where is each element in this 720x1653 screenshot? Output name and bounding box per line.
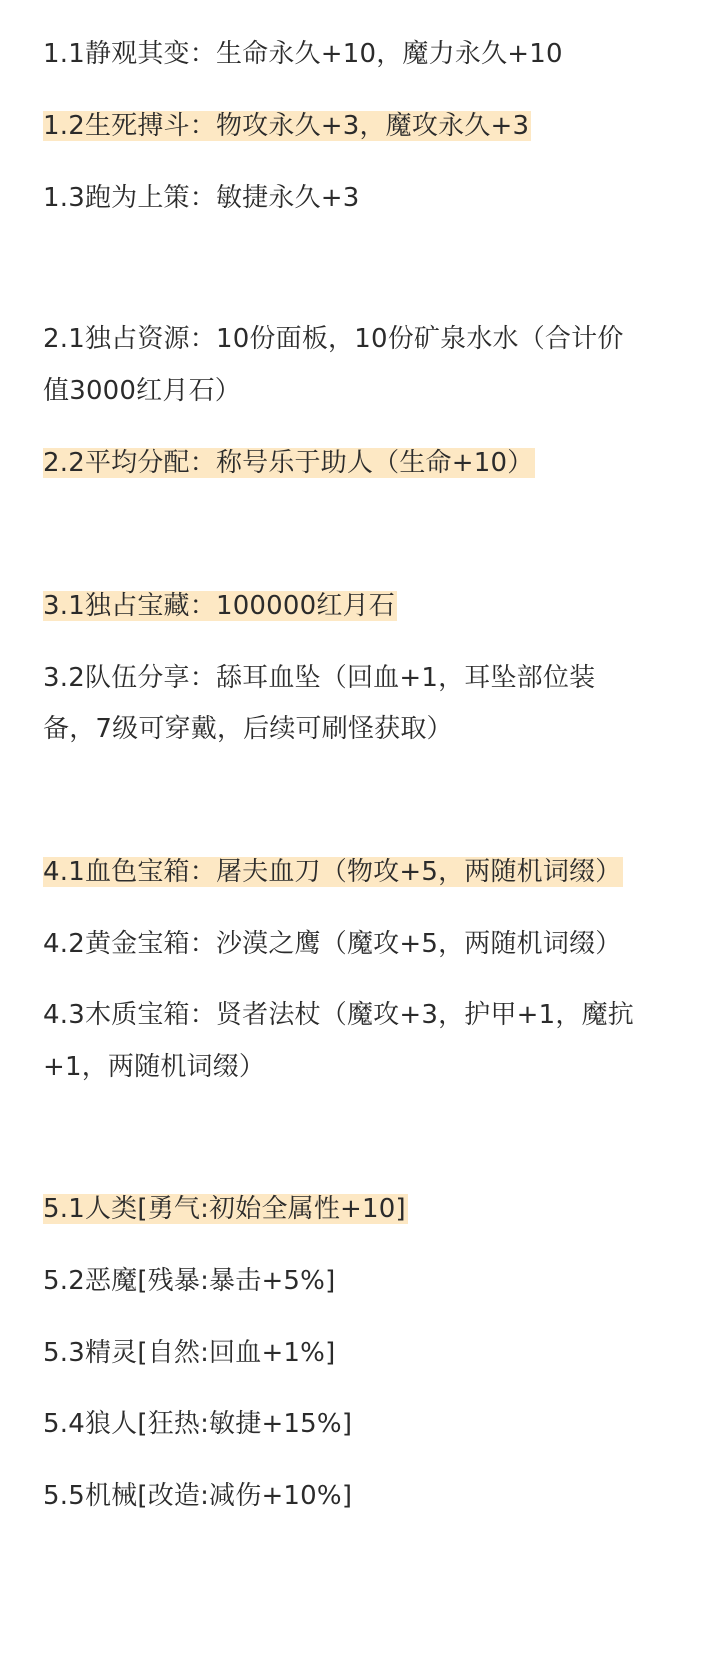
option-5-1-text: 5.1人类[勇气:初始全属性+10] bbox=[43, 1194, 406, 1224]
option-2-1-text-cont: 值3000红月石） bbox=[43, 376, 241, 406]
option-4-2 bbox=[43, 926, 621, 962]
option-4-3-text: 4.3木质宝箱：贤者法杖（魔攻+3，护甲+1，魔抗 bbox=[43, 1000, 635, 1030]
option-1-3 bbox=[43, 180, 359, 216]
option-4-3 bbox=[43, 997, 634, 1033]
option-2-2 bbox=[43, 445, 535, 481]
option-3-2-cont bbox=[43, 711, 453, 747]
option-3-2-text-cont: 备，7级可穿戴，后续可刷怪获取） bbox=[43, 714, 453, 744]
option-5-3 bbox=[43, 1335, 335, 1371]
option-5-5 bbox=[43, 1478, 352, 1514]
option-2-2-text: 2.2平均分配：称号乐于助人（生命+10） bbox=[43, 448, 534, 478]
option-5-3-text: 5.3精灵[自然:回血+1%] bbox=[43, 1338, 336, 1368]
option-1-1-text: 1.1静观其变：生命永久+10，魔力永久+10 bbox=[43, 39, 563, 69]
option-2-1-text: 2.1独占资源：10份面板，10份矿泉水水（合计价 bbox=[43, 324, 624, 354]
option-4-3-cont bbox=[43, 1049, 265, 1085]
option-5-2-text: 5.2恶魔[残暴:暴击+5%] bbox=[43, 1266, 336, 1296]
option-5-1 bbox=[43, 1191, 408, 1227]
option-1-2 bbox=[43, 108, 531, 144]
option-5-2 bbox=[43, 1263, 335, 1299]
option-5-4 bbox=[43, 1406, 352, 1442]
option-4-2-text: 4.2黄金宝箱：沙漠之鹰（魔攻+5，两随机词缀） bbox=[43, 929, 622, 959]
option-1-3-text: 1.3跑为上策：敏捷永久+3 bbox=[43, 183, 360, 213]
option-3-2 bbox=[43, 660, 595, 696]
option-2-1 bbox=[43, 321, 624, 357]
option-5-5-text: 5.5机械[改造:减伤+10%] bbox=[43, 1481, 353, 1511]
option-1-1 bbox=[43, 36, 563, 72]
option-3-1-text: 3.1独占宝藏：100000红月石 bbox=[43, 591, 396, 621]
option-2-1-cont bbox=[43, 373, 241, 409]
option-4-3-text-cont: +1，两随机词缀） bbox=[43, 1052, 266, 1082]
option-3-2-text: 3.2队伍分享：舔耳血坠（回血+1，耳坠部位装 bbox=[43, 663, 596, 693]
option-3-1 bbox=[43, 588, 397, 624]
option-4-1-text: 4.1血色宝箱：屠夫血刀（物攻+5，两随机词缀） bbox=[43, 857, 622, 887]
option-4-1 bbox=[43, 854, 623, 890]
option-1-2-text: 1.2生死搏斗：物攻永久+3，魔攻永久+3 bbox=[43, 111, 530, 141]
option-5-4-text: 5.4狼人[狂热:敏捷+15%] bbox=[43, 1409, 353, 1439]
